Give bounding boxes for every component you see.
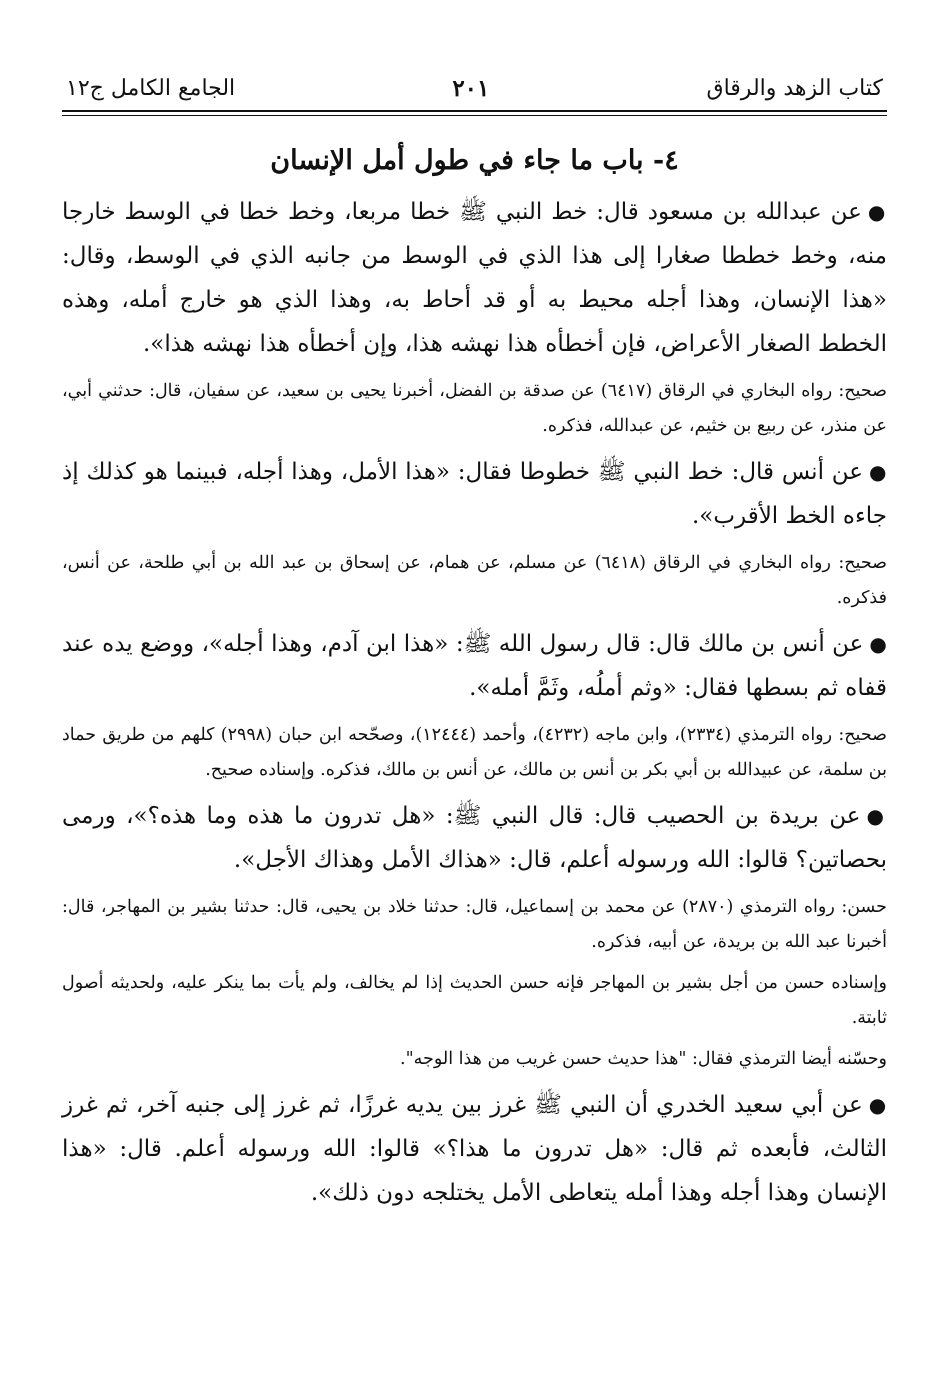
takhrij-text: صحيح: رواه الترمذي (٢٣٣٤)، وابن ماجه (٤٢٣٢)، وأحمد (١٢٤٤٤)، وصحّحه ابن حبان (٢٩٩٨) كلهم من طريق حماد بن سلمة، عن عبيدالله بن أبي بكر بن أنس بن مالك، عن أنس بن مالك، فذكره. وإسناده صحيح. (62, 724, 887, 780)
hadith-text (62, 794, 887, 882)
hadith-body: عن بريدة بن الحصيب قال: قال النبي ﷺ: «هل تدرون ما هذه وما هذه؟»، ورمى بحصاتين؟ قالوا: الله ورسوله أعلم، قال: «هذاك الأمل وهذاك الأجل». (62, 802, 887, 873)
hadith-body: عن أنس بن مالك قال: قال رسول الله ﷺ: «هذا ابن آدم، وهذا أجله»، ووضع يده عند قفاه ثم بسطها فقال: «وثم أملُه، وثَمَّ أمله». (62, 630, 887, 701)
header-collection-title: الجامع الكامل ج١٢ (66, 76, 236, 101)
takhrij-text: حسن: رواه الترمذي (٢٨٧٠) عن محمد بن إسماعيل، قال: حدثنا خلاد بن يحيى، قال: حدثنا بشير بن المهاجر، قال: أخبرنا عبد الله بن بريدة، عن أبيه، فذكره. (62, 896, 887, 952)
chapter-title: ٤- باب ما جاء في طول أمل الإنسان (270, 145, 679, 176)
running-header (62, 58, 887, 110)
bullet-icon: ● (869, 631, 887, 656)
header-book-title: كتاب الزهد والرقاق (706, 76, 883, 101)
takhrij-text: صحيح: رواه البخاري في الرقاق (٦٤١٧) عن صدقة بن الفضل، أخبرنا يحيى بن سعيد، عن سفيان، قال: حدثني أبي، عن منذر، عن ربيع بن خثيم، عن عبدالله، فذكره. (62, 380, 887, 436)
grading-note: وحسّنه أيضا الترمذي فقال: "هذا حديث حسن غريب من هذا الوجه". (400, 1048, 887, 1069)
hadith-body: عن أبي سعيد الخدري أن النبي ﷺ غرز بين يديه غرزًا، ثم غرز إلى جنبه آخر، ثم غرز الثالث، فأبعده ثم قال: «هل تدرون ما هذا؟» قالوا: الله ورسوله أعلم. قال: «هذا الإنسان وهذا أجله وهذا أمله يتعاطى الأمل يختلجه دون ذلك». (62, 1091, 887, 1206)
hadith-text (62, 622, 887, 710)
grading-note: وإسناده حسن من أجل بشير بن المهاجر فإنه حسن الحديث إذا لم يخالف، ولم يأت بما ينكر عليه، ولحديثه أصول ثابتة. (62, 972, 887, 1028)
header-divider-thick (62, 110, 887, 112)
bullet-icon: ● (868, 1092, 887, 1117)
bullet-icon: ● (867, 199, 887, 224)
header-divider-thin (62, 115, 887, 116)
bullet-icon: ● (866, 803, 888, 828)
hadith-body: عن أنس قال: خط النبي ﷺ خطوطا فقال: «هذا الأمل، وهذا أجله، فبينما هو كذلك إذ جاءه الخط الأقرب». (62, 458, 887, 529)
hadith-text (62, 450, 887, 538)
takhrij-text: صحيح: رواه البخاري في الرقاق (٦٤١٨) عن مسلم، عن همام، عن إسحاق بن عبد الله بن أبي طلحة، عن أنس، فذكره. (62, 552, 887, 608)
hadith-text (62, 1083, 887, 1215)
hadith-body: عن عبدالله بن مسعود قال: خط النبي ﷺ خطا مربعا، وخط خطا في الوسط خارجا منه، وخط خططا صغارا إلى هذا الذي في الوسط من جانبه الذي في الوسط، وقال: «هذا الإنسان، وهذا أجله محيط به أو قد أحاط به، وهذا الذي هو خارج أمله، وهذه الخطط الصغار الأعراض، فإن أخطأه هذا نهشه هذا، وإن أخطأه هذا نهشه هذا». (62, 198, 887, 357)
page-number: ٢٠١ (452, 75, 490, 102)
bullet-icon: ● (869, 459, 887, 484)
hadith-text (62, 190, 887, 366)
